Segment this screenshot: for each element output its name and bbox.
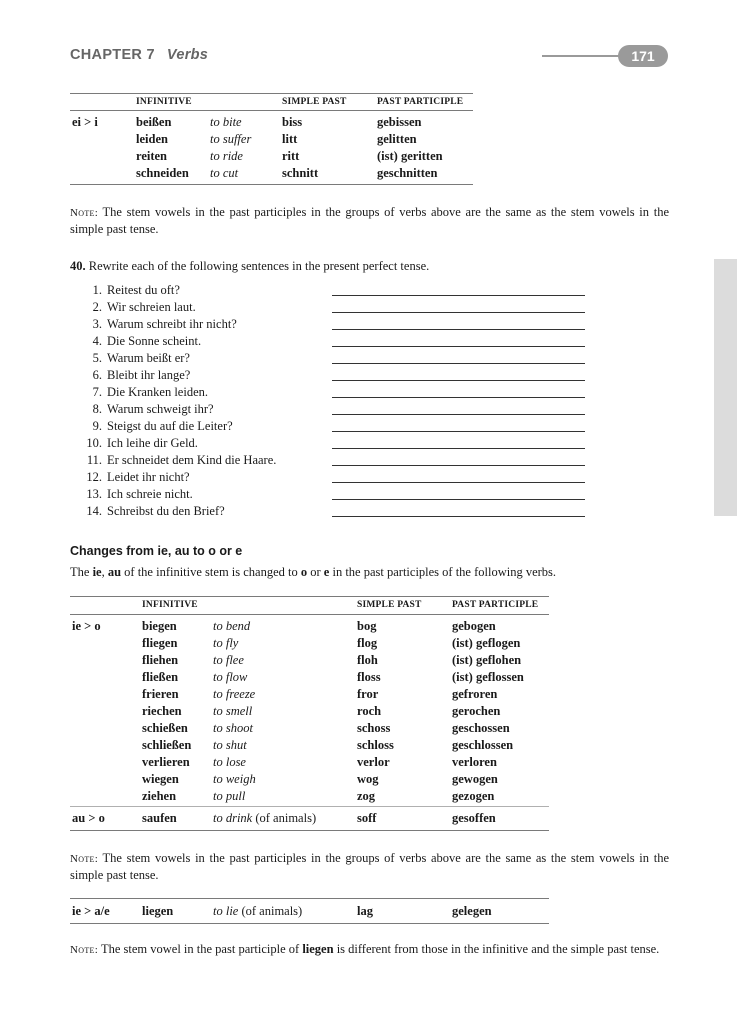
col-header-infinitive: INFINITIVE [142,600,198,610]
group-label: au > o [72,811,105,825]
cell-infinitive: schließen [142,738,192,752]
answer-blank-line [332,380,585,381]
intro-bold: au [107,565,122,579]
intro-text: of the infinitive stem is changed to [121,565,301,579]
exercise-item-text: Die Sonne scheint. [107,334,202,348]
exercise-item [78,351,190,366]
group-label: ie > o [72,619,101,633]
note-text: The stem vowels in the past participles in the groups of verbs above are the same as the stem vowels in the simple past tense. [70,851,669,882]
group-label: ie > a/e [72,904,110,918]
cell-meaning: to smell [213,704,253,718]
cell-infinitive: fließen [142,670,179,684]
meaning-note: (of animals) [238,904,303,918]
exercise-item-number: 10. [86,436,102,450]
table-header-rule [70,110,473,111]
cell-past-participle: gewogen [452,772,498,786]
cell-meaning: to shut [213,738,247,752]
exercise-item-number: 12. [86,470,102,484]
intro-bold: e [323,565,330,579]
answer-blank-line [332,482,585,483]
cell-infinitive: reiten [136,149,168,163]
side-thumb-tab [714,259,737,516]
cell-meaning [213,904,302,919]
cell-simple-past: litt [282,132,298,146]
exercise-item-number: 11. [86,453,102,467]
answer-blank-line [332,346,585,347]
answer-blank-line [332,448,585,449]
exercise-item [78,402,214,417]
cell-meaning: to pull [213,789,246,803]
cell-past-participle: (ist) geflogen [452,636,521,650]
note-bold: liegen [302,942,334,956]
exercise-item-text: Reitest du oft? [107,283,180,297]
exercise-item-text: Schreibst du den Brief? [107,504,225,518]
cell-simple-past: ritt [282,149,300,163]
exercise-item-number: 3. [92,317,102,331]
col-header-infinitive: INFINITIVE [136,97,192,107]
cell-meaning [213,811,316,826]
cell-past-participle: geschnitten [377,166,438,180]
cell-simple-past: wog [357,772,379,786]
col-header-past-participle: PAST PARTICIPLE [452,600,539,610]
answer-blank-line [332,516,585,517]
cell-past-participle: gesoffen [452,811,496,825]
section-heading: Changes from ie, au to o or e [70,544,243,558]
cell-infinitive: fliegen [142,636,178,650]
cell-past-participle: gefroren [452,687,498,701]
cell-past-participle: geschlossen [452,738,514,752]
cell-simple-past: schloss [357,738,394,752]
cell-meaning: to cut [210,166,239,180]
cell-infinitive: wiegen [142,772,179,786]
note-paragraph [70,850,669,883]
exercise-item [78,436,198,451]
exercise-item-text: Leidet ihr nicht? [107,470,190,484]
intro-text: in the past participles of the following verbs. [329,565,557,579]
exercise-item [78,487,193,502]
cell-infinitive: fliehen [142,653,179,667]
table-header-rule [70,614,549,615]
cell-past-participle: gelitten [377,132,417,146]
answer-blank-line [332,499,585,500]
col-header-simple-past: SIMPLE PAST [357,600,422,610]
exercise-item [78,419,233,434]
exercise-item-number: 8. [92,402,102,416]
answer-blank-line [332,295,585,296]
section-intro [70,564,669,580]
cell-meaning: to ride [210,149,243,163]
exercise-item-text: Steigst du auf die Leiter? [107,419,233,433]
note-paragraph [70,204,669,237]
answer-blank-line [332,414,585,415]
intro-text: , [101,565,108,579]
exercise-item-number: 7. [92,385,102,399]
note-text: The stem vowels in the past participles in the groups of verbs above are the same as the stem vowels in the simple past tense. [70,205,669,236]
exercise-item [78,317,237,332]
note-label: Note: [70,853,99,865]
cell-past-participle: gerochen [452,704,501,718]
intro-bold: ie [92,565,102,579]
cell-simple-past: roch [357,704,382,718]
exercise-item-number: 13. [86,487,102,501]
answer-blank-line [332,363,585,364]
cell-infinitive: riechen [142,704,182,718]
cell-infinitive: biegen [142,619,177,633]
answer-blank-line [332,465,585,466]
cell-infinitive: schneiden [136,166,189,180]
note-label: Note: [70,944,99,956]
page-number: 171 [618,45,668,67]
table-top-rule [70,93,473,94]
cell-past-participle: verloren [452,755,497,769]
cell-past-participle: (ist) geflossen [452,670,524,684]
exercise-item-text: Ich leihe dir Geld. [107,436,198,450]
cell-past-participle: geschossen [452,721,510,735]
exercise-item-text: Die Kranken leiden. [107,385,209,399]
answer-blank-line [332,431,585,432]
table-bottom-rule [70,923,549,924]
cell-simple-past: verlor [357,755,390,769]
cell-meaning: to flee [213,653,244,667]
cell-infinitive: saufen [142,811,177,825]
exercise-item [78,470,190,485]
cell-simple-past: zog [357,789,376,803]
chapter-heading [70,47,208,63]
exercise-item-text: Ich schreie nicht. [107,487,193,501]
table-group-rule [70,806,549,807]
cell-infinitive: beißen [136,115,172,129]
table-bottom-rule [70,830,549,831]
table-top-rule [70,596,549,597]
chapter-label: CHAPTER 7 [70,47,155,63]
meaning-italic: to lie [213,904,239,918]
answer-blank-line [332,329,585,330]
cell-infinitive: liegen [142,904,174,918]
exercise-item-number: 9. [92,419,102,433]
chapter-title: Verbs [166,47,209,63]
exercise-item-number: 2. [92,300,102,314]
exercise-item-number: 14. [86,504,102,518]
exercise-item [78,453,276,468]
meaning-italic: to drink [213,811,253,825]
exercise-item-text: Warum schreibt ihr nicht? [107,317,237,331]
exercise-item-text: Warum schweigt ihr? [107,402,214,416]
intro-text: The [70,565,93,579]
note-label: Note: [70,207,99,219]
cell-infinitive: leiden [136,132,168,146]
header-rule [542,55,622,57]
cell-past-participle: (ist) geritten [377,149,443,163]
cell-simple-past: biss [282,115,303,129]
note-paragraph [70,941,669,958]
exercise-item [78,368,190,383]
exercise-item [78,300,196,315]
cell-meaning: to flow [213,670,248,684]
cell-simple-past: schoss [357,721,391,735]
exercise-item-text: Wir schreien laut. [107,300,196,314]
cell-simple-past: bog [357,619,377,633]
table-top-rule [70,898,549,899]
cell-meaning: to bite [210,115,242,129]
intro-bold: o [300,565,308,579]
answer-blank-line [332,312,585,313]
cell-past-participle: gebogen [452,619,496,633]
exercise-item-text: Warum beißt er? [107,351,190,365]
cell-simple-past: floh [357,653,378,667]
exercise-item [78,385,208,400]
cell-infinitive: frieren [142,687,179,701]
exercise-item-number: 4. [92,334,102,348]
cell-meaning: to shoot [213,721,253,735]
intro-text: or [307,565,324,579]
cell-infinitive: ziehen [142,789,177,803]
cell-simple-past: soff [357,811,377,825]
exercise-item-number: 5. [92,351,102,365]
group-label: ei > i [72,115,98,129]
exercise-item-text: Er schneidet dem Kind die Haare. [107,453,277,467]
exercise-heading [70,259,429,274]
cell-past-participle: gelegen [452,904,492,918]
meaning-note: (of animals) [252,811,317,825]
cell-simple-past: floss [357,670,381,684]
exercise-item-number: 6. [92,368,102,382]
exercise-item [78,334,201,349]
cell-past-participle: (ist) geflohen [452,653,522,667]
exercise-number: 40. [70,259,86,273]
cell-meaning: to freeze [213,687,256,701]
cell-infinitive: verlieren [142,755,190,769]
cell-meaning: to fly [213,636,239,650]
cell-simple-past: flog [357,636,378,650]
exercise-item [78,283,180,298]
cell-past-participle: gebissen [377,115,422,129]
col-header-simple-past: SIMPLE PAST [282,97,347,107]
exercise-item [78,504,225,519]
exercise-instruction: Rewrite each of the following sentences in the present perfect tense. [88,259,430,273]
cell-past-participle: gezogen [452,789,495,803]
cell-infinitive: schießen [142,721,188,735]
cell-simple-past: lag [357,904,373,918]
col-header-past-participle: PAST PARTICIPLE [377,97,464,107]
exercise-item-number: 1. [92,283,102,297]
exercise-item-text: Bleibt ihr lange? [107,368,191,382]
cell-simple-past: fror [357,687,379,701]
cell-meaning: to bend [213,619,251,633]
note-text: The stem vowel in the past participle of [100,942,303,956]
cell-meaning: to weigh [213,772,256,786]
note-text: is different from those in the infinitive and the simple past tense. [333,942,660,956]
cell-simple-past: schnitt [282,166,319,180]
cell-meaning: to suffer [210,132,252,146]
cell-meaning: to lose [213,755,246,769]
table-bottom-rule [70,184,473,185]
answer-blank-line [332,397,585,398]
